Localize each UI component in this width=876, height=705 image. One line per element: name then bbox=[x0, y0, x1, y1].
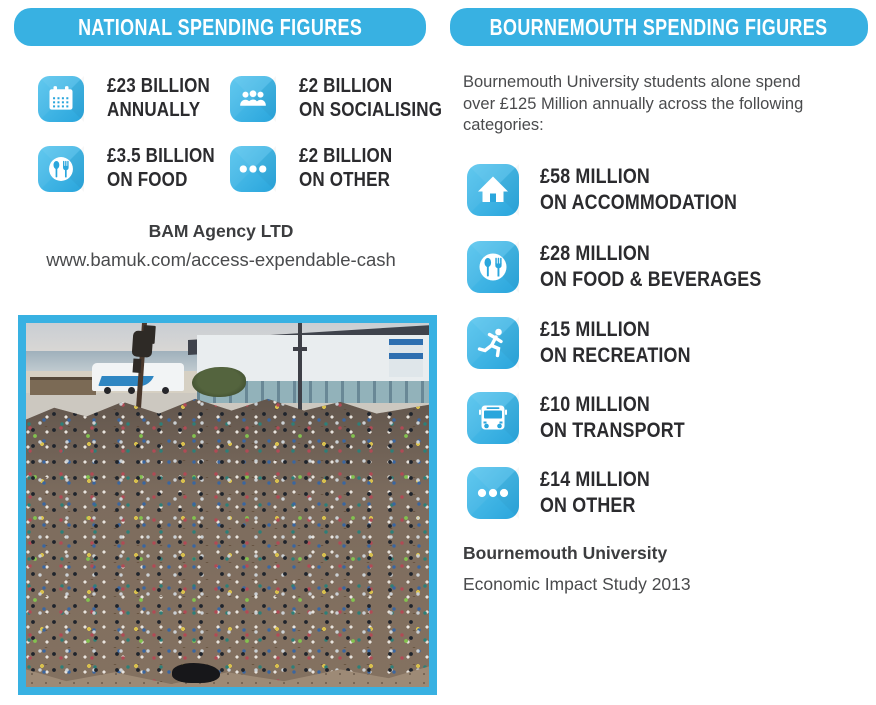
stat-label bbox=[107, 75, 228, 122]
stat-category: ON SOCIALISING bbox=[299, 98, 443, 121]
stat-label bbox=[540, 317, 717, 369]
stat-label bbox=[299, 145, 409, 192]
people-icon bbox=[228, 76, 278, 122]
national-source-url-block bbox=[14, 249, 428, 271]
national-source-name-block bbox=[14, 221, 428, 242]
stat-label bbox=[540, 164, 772, 216]
house-icon bbox=[467, 164, 519, 216]
stat-value: £23 BILLION bbox=[107, 75, 210, 97]
stat-category: ON OTHER bbox=[299, 168, 391, 191]
photo-crowd bbox=[26, 393, 429, 687]
stat-row-recreation bbox=[467, 317, 717, 369]
stat-value: £10 MILLION bbox=[540, 393, 650, 416]
national-source-name: BAM Agency LTD bbox=[148, 221, 294, 241]
bournemouth-source-name: Bournemouth University bbox=[463, 543, 668, 563]
stat-label bbox=[540, 241, 801, 293]
stat-row-national-food bbox=[36, 145, 234, 192]
intro-line-3: categories: bbox=[463, 116, 544, 134]
stat-category: ON OTHER bbox=[540, 494, 636, 517]
stat-row-national-socialising bbox=[228, 75, 467, 122]
calendar-icon bbox=[36, 76, 86, 122]
stat-category: ANNUALLY bbox=[107, 98, 201, 121]
photo-truck-wheels bbox=[104, 387, 111, 394]
stat-category: ON FOOD & BEVERAGES bbox=[540, 268, 762, 291]
photo-pole bbox=[298, 323, 302, 413]
stat-value: £2 BILLION bbox=[299, 75, 393, 97]
bournemouth-source-line: Economic Impact Study 2013 bbox=[463, 574, 691, 594]
intro-line-2: over £125 Million annually across the following bbox=[463, 94, 804, 113]
stat-label bbox=[540, 392, 710, 444]
cutlery-icon bbox=[36, 146, 86, 192]
photo-building-sign bbox=[389, 339, 423, 377]
stat-category: ON ACCOMMODATION bbox=[540, 191, 738, 214]
stat-category: ON TRANSPORT bbox=[540, 419, 685, 442]
bournemouth-intro bbox=[463, 72, 867, 137]
stat-label bbox=[540, 467, 669, 519]
ellipsis-icon bbox=[228, 146, 278, 192]
cutlery-icon bbox=[467, 241, 519, 293]
stat-value: £58 MILLION bbox=[540, 165, 650, 188]
photo-bag bbox=[172, 663, 220, 683]
stat-value: £14 MILLION bbox=[540, 468, 650, 491]
stat-row-national-other bbox=[228, 145, 409, 192]
bournemouth-header-banner bbox=[450, 8, 868, 46]
stat-value: £3.5 BILLION bbox=[107, 145, 215, 167]
photo-beach-huts bbox=[30, 377, 96, 395]
intro-line-1: Bournemouth University students alone spend bbox=[463, 73, 801, 91]
national-source-url[interactable]: www.bamuk.com/access-expendable-cash bbox=[46, 249, 396, 270]
stat-value: £15 MILLION bbox=[540, 318, 650, 341]
bournemouth-header-title: BOURNEMOUTH SPENDING FIGURES bbox=[490, 13, 828, 40]
ellipsis-icon bbox=[467, 467, 519, 519]
stat-row-accommodation bbox=[467, 164, 772, 216]
stat-row-food-beverages bbox=[467, 241, 801, 293]
stat-row-other bbox=[467, 467, 669, 519]
photo-palm-tree bbox=[192, 367, 246, 397]
stat-category: ON RECREATION bbox=[540, 344, 691, 367]
crowd-photo-image bbox=[26, 323, 429, 687]
stat-row-transport bbox=[467, 392, 710, 444]
national-header-title: NATIONAL SPENDING FIGURES bbox=[77, 13, 363, 40]
stat-label bbox=[299, 75, 467, 122]
stat-category: ON FOOD bbox=[107, 168, 188, 191]
runner-icon bbox=[467, 317, 519, 369]
national-header-banner bbox=[14, 8, 426, 46]
bus-icon bbox=[467, 392, 519, 444]
crowd-photo bbox=[18, 315, 437, 695]
stat-value: £28 MILLION bbox=[540, 242, 650, 265]
stat-row-national-annually bbox=[36, 75, 228, 122]
stat-value: £2 BILLION bbox=[299, 145, 393, 167]
stat-label bbox=[107, 145, 234, 192]
